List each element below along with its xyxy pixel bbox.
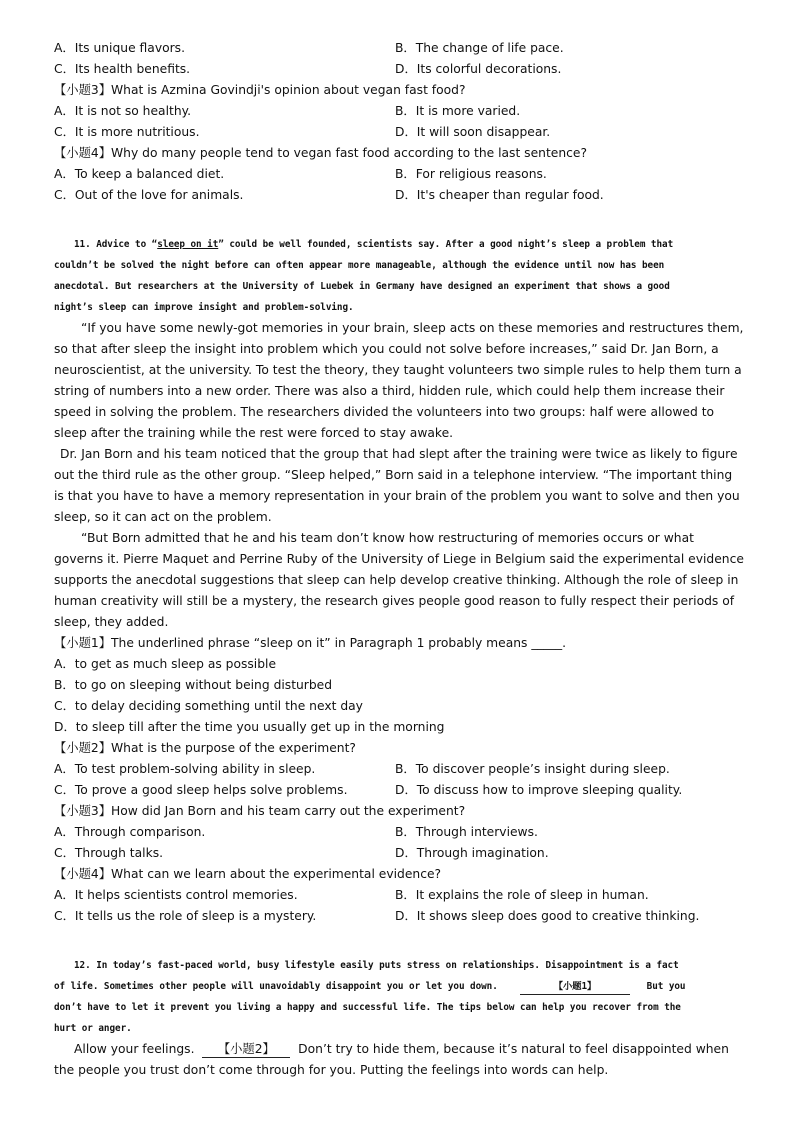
option-d: D．It will soon disappear. [395,125,551,139]
option-a: A．To test problem-solving ability in sleep. [54,762,316,776]
blank-1[interactable]: 【小题1】 [520,979,630,995]
option-b: B．The change of life pace. [395,41,564,55]
question-options-row [54,885,744,906]
passage-intro-line: couldn’t be solved the night before can often appear more manageable, although the evidence until now has been [54,260,665,271]
question-stem: 【小题3】What is Azmina Govindji's opinion about vegan fast food? [54,83,466,97]
passage-intro-line: of life. Sometimes other people will unavoidably disappoint you or let you down. 【小题1】 But you [54,976,744,997]
option-a: A．to get as much sleep as possible [54,657,277,671]
question-stem: 【小题4】Why do many people tend to vegan fast food according to the last sentence? [54,146,587,160]
blank-2[interactable]: 【小题2】 [202,1042,290,1058]
option-c: C．Its health benefits. [54,62,191,76]
option-d: D．To discuss how to improve sleeping quality. [395,783,683,797]
question-stem: 【小题3】How did Jan Born and his team carry out the experiment? [54,804,466,818]
option-a: A．It is not so healthy. [54,104,192,118]
option-b: B．It explains the role of sleep in human. [395,888,649,902]
question-options-row [54,780,744,801]
question-options-row [54,101,744,122]
option-c: C．It is more nutritious. [54,125,200,139]
option-d: D．It's cheaper than regular food. [395,188,604,202]
option-c: C．to delay deciding something until the next day [54,699,363,713]
option-c: C．To prove a good sleep helps solve problems. [54,783,348,797]
passage-intro-line: 11. Advice to “sleep on it” could be well founded, scientists say. After a good night’s sleep a problem that [74,239,674,250]
option-d: D．to sleep till after the time you usually get up in the morning [54,720,445,734]
option-b: B．To discover people’s insight during sleep. [395,762,670,776]
question-options-row [54,122,744,143]
question-options-row [54,843,744,864]
question-stem: 【小题4】What can we learn about the experimental evidence? [54,867,442,881]
question-options-row [54,759,744,780]
option-c: C．It tells us the role of sleep is a mystery. [54,909,317,923]
question-options-row [54,164,744,185]
option-a: A．It helps scientists control memories. [54,888,298,902]
question-stem: 【小题2】What is the purpose of the experiment? [54,741,356,755]
question-options-row [54,185,744,206]
paragraph: Allow your feelings. 【小题2】 Don’t try to hide them, because it’s natural to feel disappointed when the people you trust don’t come through for you. Putting the feelings into words can help. [54,1042,729,1077]
option-d: D．It shows sleep does good to creative thinking. [395,909,700,923]
option-b: B．Through interviews. [395,825,538,839]
passage-intro-line: night’s sleep can improve insight and problem-solving. [54,302,354,313]
question-options-row [54,906,744,927]
passage-intro-line: 12. In today’s fast-paced world, busy lifestyle easily puts stress on relationships. Disappointment is a fact [74,960,679,971]
paragraph: “But Born admitted that he and his team don’t know how restructuring of memories occurs or what governs it. Pierre Maquet and Perrine Ruby of the University of Liege in Belgium said the experimental evidence supports the anecdotal suggestions that sleep can help develop creative thinking. Although the role of sleep in human creativity will still be a mystery, the research gives people good reason to fully respect their periods of sleep, they added. [54,531,744,629]
question-options-row [54,59,744,80]
paragraph: Dr. Jan Born and his team noticed that the group that had slept after the training were twice as likely to figure out the third rule as the other group. “Sleep helped,” Born said in a telephone interview. “The important thing is that you have to have a memory representation in your brain of the problem you want to solve and then you sleep, so it can act on the problem. [54,447,740,524]
question-stem: 【小题1】The underlined phrase “sleep on it” in Paragraph 1 probably means _____. [54,636,567,650]
question-options-row [54,38,744,59]
option-c: C．Through talks. [54,846,164,860]
option-b: B．to go on sleeping without being disturbed [54,678,333,692]
question-options-row [54,822,744,843]
paragraph: “If you have some newly-got memories in your brain, sleep acts on these memories and restructures them, so that after sleep the insight into problem which you could not solve before increases,” said Dr. Jan Born, a neuroscientist, at the university. To test the theory, they taught volunteers two simple rules to help them turn a string of numbers into a new order. There was also a third, hidden rule, which could help them increase their speed in solving the problem. The researchers divided the volunteers into two groups: half were allowed to sleep after the training while the rest were forced to stay awake. [54,321,744,440]
option-a: A．To keep a balanced diet. [54,167,225,181]
option-d: D．Its colorful decorations. [395,62,562,76]
option-d: D．Through imagination. [395,846,549,860]
option-c: C．Out of the love for animals. [54,188,244,202]
passage-intro-line: hurt or anger. [54,1023,132,1034]
passage-intro-line: don’t have to let it prevent you living a happy and successful life. The tips below can help you recover from the [54,1002,681,1013]
option-a: A．Its unique flavors. [54,41,186,55]
document-page [54,38,744,1081]
passage-intro-line: anecdotal. But researchers at the University of Luebek in Germany have designed an experiment that shows a good [54,281,670,292]
option-a: A．Through comparison. [54,825,206,839]
option-b: B．It is more varied. [395,104,521,118]
underlined-phrase: sleep on it [157,239,219,250]
option-b: B．For religious reasons. [395,167,547,181]
